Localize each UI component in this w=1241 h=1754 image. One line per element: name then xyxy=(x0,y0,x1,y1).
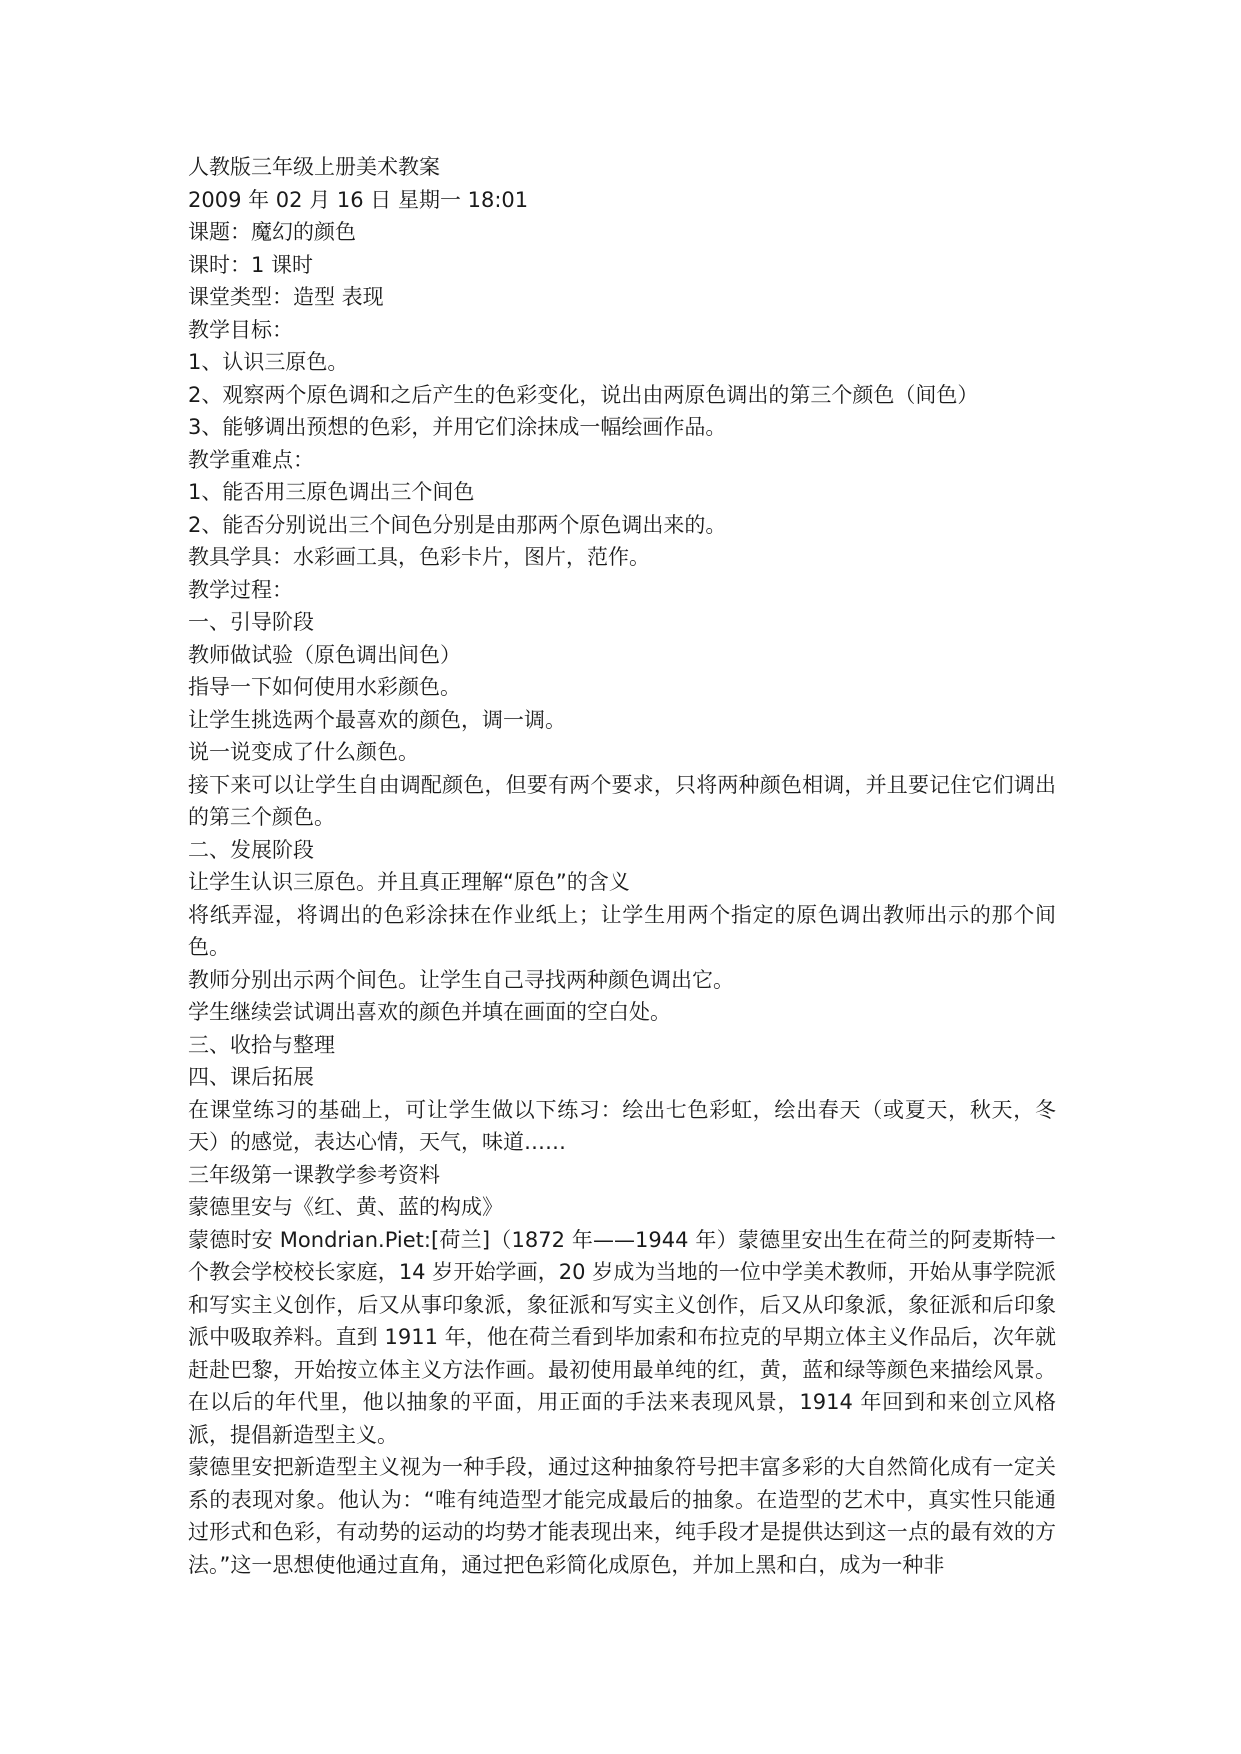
stage1-heading: 一、引导阶段 xyxy=(188,610,314,634)
class-type: 课堂类型：造型 表现 xyxy=(188,285,384,309)
lesson-title: 课题：魔幻的颜色 xyxy=(188,220,356,244)
stage1-paragraph: 接下来可以让学生自由调配颜色，但要有两个要求，只将两种颜色相调，并且要记住它们调出的第三个颜色。 xyxy=(188,772,1056,829)
stage2-heading: 二、发展阶段 xyxy=(188,837,314,862)
process-heading: 教学过程： xyxy=(188,577,293,602)
stage2-line: 让学生认识三原色。并且真正理解“原色”的含义 xyxy=(188,870,630,894)
stage2-line: 学生继续尝试调出喜欢的颜色并填在画面的空白处。 xyxy=(188,1000,671,1024)
goal-item: 3、能够调出预想的色彩，并用它们涂抹成一幅绘画作品。 xyxy=(188,415,727,439)
stage1-line: 说一说变成了什么颜色。 xyxy=(188,740,419,764)
key-points-heading: 教学重难点： xyxy=(188,447,314,472)
key-point-item: 2、能否分别说出三个间色分别是由那两个原色调出来的。 xyxy=(188,512,727,537)
stage4-paragraph: 在课堂练习的基础上，可让学生做以下练习：绘出七色彩虹，绘出春天（或夏天，秋天，冬天）的感觉，表达心情，天气，味道…… xyxy=(188,1097,1056,1154)
lesson-hours: 课时：1 课时 xyxy=(188,252,314,277)
document-title: 人教版三年级上册美术教案 xyxy=(188,155,440,179)
stage1-line: 指导一下如何使用水彩颜色。 xyxy=(188,675,461,699)
stage4-heading: 四、课后拓展 xyxy=(188,1065,314,1089)
key-point-item: 1、能否用三原色调出三个间色 xyxy=(188,480,475,504)
stage3-heading: 三、收拾与整理 xyxy=(188,1032,335,1057)
goal-item: 1、认识三原色。 xyxy=(188,350,349,374)
document-body xyxy=(188,151,1056,1581)
materials-line: 教具学具：水彩画工具，色彩卡片，图片，范作。 xyxy=(188,545,650,569)
document-datetime: 2009 年 02 月 16 日 星期一 18:01 xyxy=(188,187,529,212)
stage2-paragraph: 将纸弄湿，将调出的色彩涂抹在作业纸上；让学生用两个指定的原色调出教师出示的那个间色。 xyxy=(188,902,1056,959)
goals-heading: 教学目标： xyxy=(188,317,293,342)
reference-paragraph: 蒙德时安 Mondrian.Piet:[荷兰]（1872 年——1944 年）蒙德里安出生在荷兰的阿麦斯特一个教会学校校长家庭，14 岁开始学画，20 岁成为当地的一位中学美术教师，开始从事学院派和写实主义创作，后又从事印象派，象征派和写实主义创作，后又从印象派，象征派和后印象派中吸取养料。直到 1911 年，他在荷兰看到毕加索和布拉克的早期立体主义作品后，次年就赶赴巴黎，开始按立体主义方法作画。最初使用最单纯的红，黄，蓝和绿等颜色来描绘风景。在以后的年代里，他以抽象的平面，用正面的手法来表现风景，1914 年回到和来创立风格派，提倡新造型主义。 xyxy=(188,1227,1056,1447)
stage1-line: 教师做试验（原色调出间色） xyxy=(188,642,461,667)
stage1-line: 让学生挑选两个最喜欢的颜色，调一调。 xyxy=(188,707,566,732)
stage2-line: 教师分别出示两个间色。让学生自己寻找两种颜色调出它。 xyxy=(188,967,734,992)
goal-item: 2、观察两个原色调和之后产生的色彩变化，说出由两原色调出的第三个颜色（间色） xyxy=(188,382,979,407)
reference-subheading: 蒙德里安与《红、黄、蓝的构成》 xyxy=(188,1195,503,1219)
reference-heading: 三年级第一课教学参考资料 xyxy=(188,1162,440,1187)
reference-paragraph: 蒙德里安把新造型主义视为一种手段，通过这种抽象符号把丰富多彩的大自然简化成有一定关系的表现对象。他认为：“唯有纯造型才能完成最后的抽象。在造型的艺术中，真实性只能通过形式和色彩，有动势的运动的均势才能表现出来，纯手段才是提供达到这一点的最有效的方法。”这一思想使他通过直角，通过把色彩简化成原色，并加上黑和白，成为一种非 xyxy=(188,1455,1056,1577)
